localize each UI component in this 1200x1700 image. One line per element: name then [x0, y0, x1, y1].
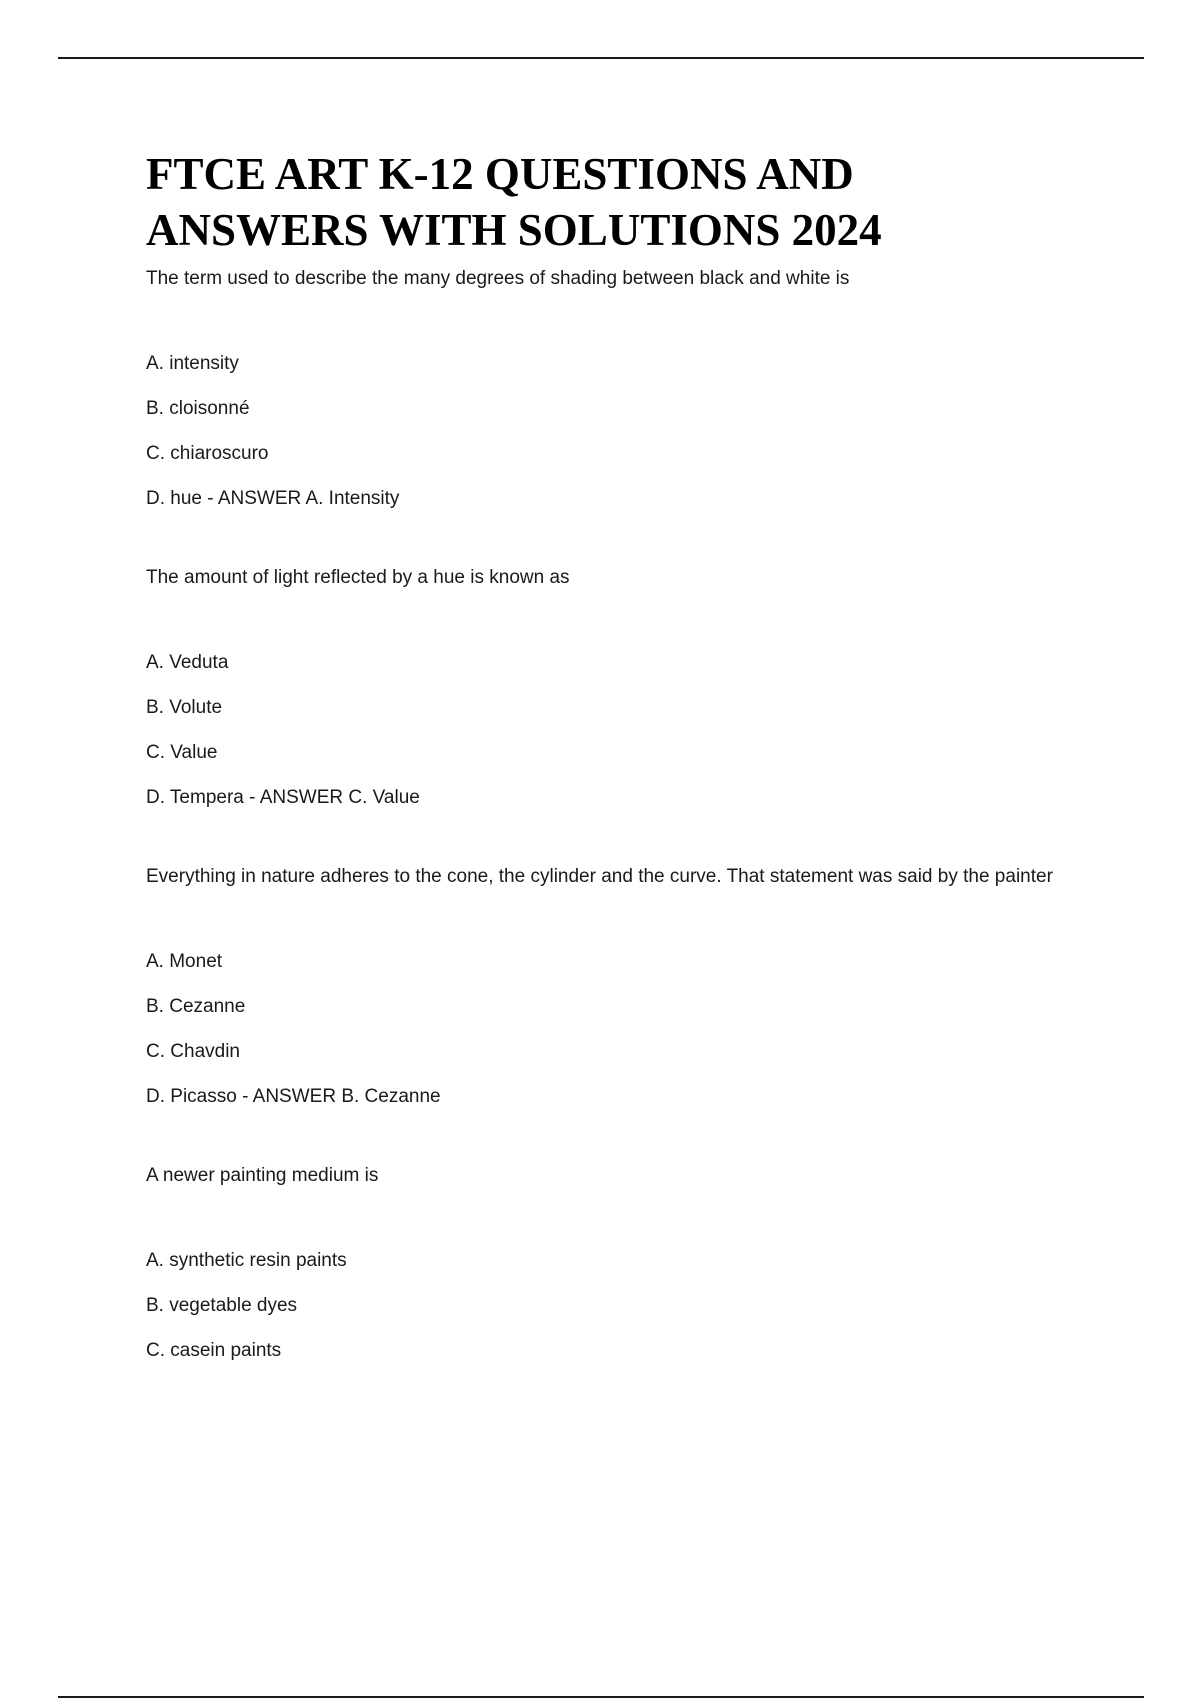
- answer-option: B. vegetable dyes: [146, 1295, 298, 1316]
- answer-option: C. casein paints: [146, 1340, 282, 1361]
- answer-options: [146, 950, 1066, 1109]
- answer-option-with-answer: D. Picasso - ANSWER B. Cezanne: [146, 1086, 441, 1107]
- answer-option: A. synthetic resin paints: [146, 1250, 347, 1271]
- question-block-1: [146, 264, 1066, 511]
- question-block-2: [146, 563, 1066, 810]
- answer-options: [146, 352, 1066, 511]
- title-line-2: ANSWERS WITH SOLUTIONS 2024: [146, 205, 882, 255]
- header-rule: [58, 57, 1144, 59]
- answer-option: C. Value: [146, 742, 218, 763]
- question-block-3: [146, 862, 1066, 1109]
- answer-option: B. Volute: [146, 697, 223, 718]
- footer-rule: [58, 1696, 1144, 1698]
- document-title: [146, 146, 1066, 258]
- answer-option-with-answer: D. hue - ANSWER A. Intensity: [146, 488, 400, 509]
- question-prompt: A newer painting medium is: [146, 1165, 379, 1186]
- answer-option: A. Monet: [146, 951, 223, 972]
- question-prompt: The term used to describe the many degrees of shading between black and white is: [146, 268, 850, 289]
- answer-option: C. chiaroscuro: [146, 443, 269, 464]
- answer-option: A. intensity: [146, 353, 239, 374]
- document-body: [146, 146, 1066, 1363]
- question-prompt: The amount of light reflected by a hue is known as: [146, 567, 570, 588]
- answer-option-with-answer: D. Tempera - ANSWER C. Value: [146, 787, 420, 808]
- answer-options: [146, 1249, 1066, 1363]
- answer-option: C. Chavdin: [146, 1041, 240, 1062]
- title-line-1: FTCE ART K-12 QUESTIONS AND: [146, 149, 854, 199]
- answer-option: B. Cezanne: [146, 996, 246, 1017]
- question-prompt: Everything in nature adheres to the cone, the cylinder and the curve. That statement was said by the painter: [146, 866, 1053, 887]
- answer-option: A. Veduta: [146, 652, 229, 673]
- question-block-4: [146, 1161, 1066, 1363]
- answer-options: [146, 651, 1066, 810]
- answer-option: B. cloisonné: [146, 398, 250, 419]
